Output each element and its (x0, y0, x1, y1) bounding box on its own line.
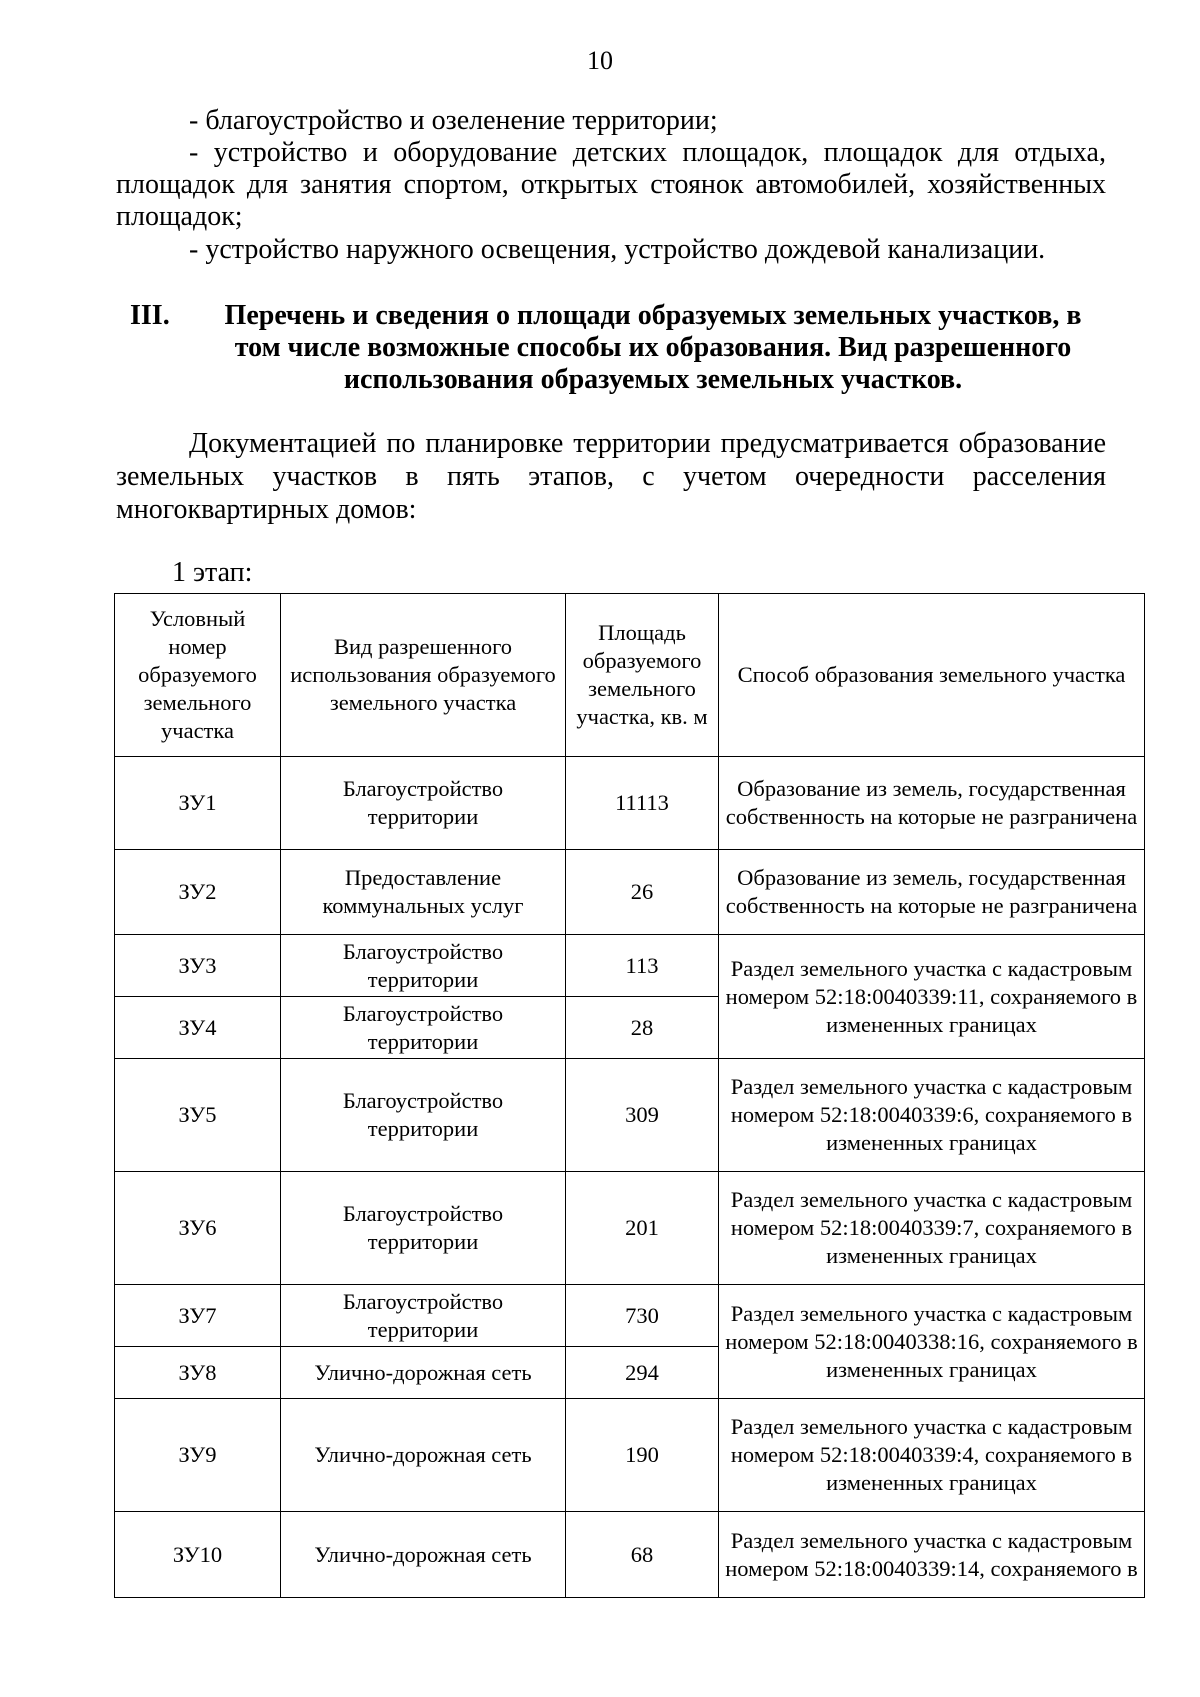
plot-area: 26 (566, 850, 719, 935)
plot-use: Благоустройство территории (281, 757, 566, 850)
paragraph-line2: земельных участков в пять этапов, с учетом очередности расселения (116, 461, 1106, 492)
plot-id: ЗУ8 (115, 1347, 281, 1399)
plot-use: Улично-дорожная сеть (281, 1399, 566, 1512)
table-row (115, 1172, 1145, 1285)
table-row (115, 1399, 1145, 1512)
table-row (115, 757, 1145, 850)
header-area: Площадь образуемого земельного участка, кв. м (566, 594, 719, 757)
land-plots-table (114, 593, 1145, 1598)
plot-area: 68 (566, 1512, 719, 1598)
plot-method: Раздел земельного участка с кадастровым номером 52:18:0040339:7, сохраняемого в измененных границах (719, 1172, 1145, 1285)
table-row (115, 935, 1145, 997)
plot-use: Улично-дорожная сеть (281, 1512, 566, 1598)
plot-area: 28 (566, 997, 719, 1059)
plot-area: 11113 (566, 757, 719, 850)
list-item-playgrounds-line3: площадок; (116, 201, 243, 232)
paragraph-line3: многоквартирных домов: (116, 494, 417, 525)
plot-method: Раздел земельного участка с кадастровым номером 52:18:0040339:14, сохраняемого в (719, 1512, 1145, 1598)
plot-method: Раздел земельного участка с кадастровым номером 52:18:0040339:6, сохраняемого в измененных границах (719, 1059, 1145, 1172)
table-header-row (115, 594, 1145, 757)
plot-id: ЗУ9 (115, 1399, 281, 1512)
plot-use: Благоустройство территории (281, 997, 566, 1059)
header-permitted-use: Вид разрешенного использования образуемого земельного участка (281, 594, 566, 757)
plot-id: ЗУ7 (115, 1285, 281, 1347)
plot-method-merged: Раздел земельного участка с кадастровым номером 52:18:0040338:16, сохраняемого в измененных границах (719, 1285, 1145, 1399)
table-row (115, 1512, 1145, 1598)
plot-method: Образование из земель, государственная собственность на которые не разграничена (719, 850, 1145, 935)
plot-use: Благоустройство территории (281, 1059, 566, 1172)
list-item-playgrounds-line2: площадок для занятия спортом, открытых стоянок автомобилей, хозяйственных (116, 169, 1106, 200)
table-row (115, 1059, 1145, 1172)
plot-id: ЗУ10 (115, 1512, 281, 1598)
plot-method-merged: Раздел земельного участка с кадастровым номером 52:18:0040339:11, сохраняемого в измененных границах (719, 935, 1145, 1059)
plot-area: 201 (566, 1172, 719, 1285)
plot-id: ЗУ1 (115, 757, 281, 850)
plot-method: Образование из земель, государственная собственность на которые не разграничена (719, 757, 1145, 850)
plot-area: 190 (566, 1399, 719, 1512)
plot-id: ЗУ5 (115, 1059, 281, 1172)
list-item-playgrounds-line1: - устройство и оборудование детских площадок, площадок для отдыха, (189, 137, 1106, 168)
plot-area: 294 (566, 1347, 719, 1399)
plot-use: Благоустройство территории (281, 1172, 566, 1285)
plot-area: 730 (566, 1285, 719, 1347)
section-title (212, 300, 1094, 396)
plot-id: ЗУ6 (115, 1172, 281, 1285)
plot-area: 309 (566, 1059, 719, 1172)
section-title-line1: Перечень и сведения о площади образуемых земельных участков, в (224, 300, 1082, 331)
plot-use: Благоустройство территории (281, 1285, 566, 1347)
section-title-line2: том числе возможные способы их образования. Вид разрешенного (234, 332, 1072, 363)
page-number: 10 (587, 46, 613, 75)
section-number: III. (130, 300, 170, 331)
plot-method: Раздел земельного участка с кадастровым номером 52:18:0040339:4, сохраняемого в измененных границах (719, 1399, 1145, 1512)
paragraph-line1: Документацией по планировке территории предусматривается образование (189, 428, 1106, 459)
plot-id: ЗУ2 (115, 850, 281, 935)
plot-use: Благоустройство территории (281, 935, 566, 997)
plot-use: Предоставление коммунальных услуг (281, 850, 566, 935)
plot-id: ЗУ3 (115, 935, 281, 997)
list-item-lighting: - устройство наружного освещения, устройство дождевой канализации. (189, 234, 1046, 265)
stage-label: 1 этап: (172, 557, 253, 588)
table-row (115, 850, 1145, 935)
table-row (115, 1285, 1145, 1347)
plot-id: ЗУ4 (115, 997, 281, 1059)
plot-area: 113 (566, 935, 719, 997)
list-item-landscaping: - благоустройство и озеленение территории; (189, 105, 718, 136)
header-plot-number: Условный номер образуемого земельного участка (115, 594, 281, 757)
section-title-line3: использования образуемых земельных участков. (343, 364, 963, 395)
plot-use: Улично-дорожная сеть (281, 1347, 566, 1399)
header-formation-method: Способ образования земельного участка (719, 594, 1145, 757)
